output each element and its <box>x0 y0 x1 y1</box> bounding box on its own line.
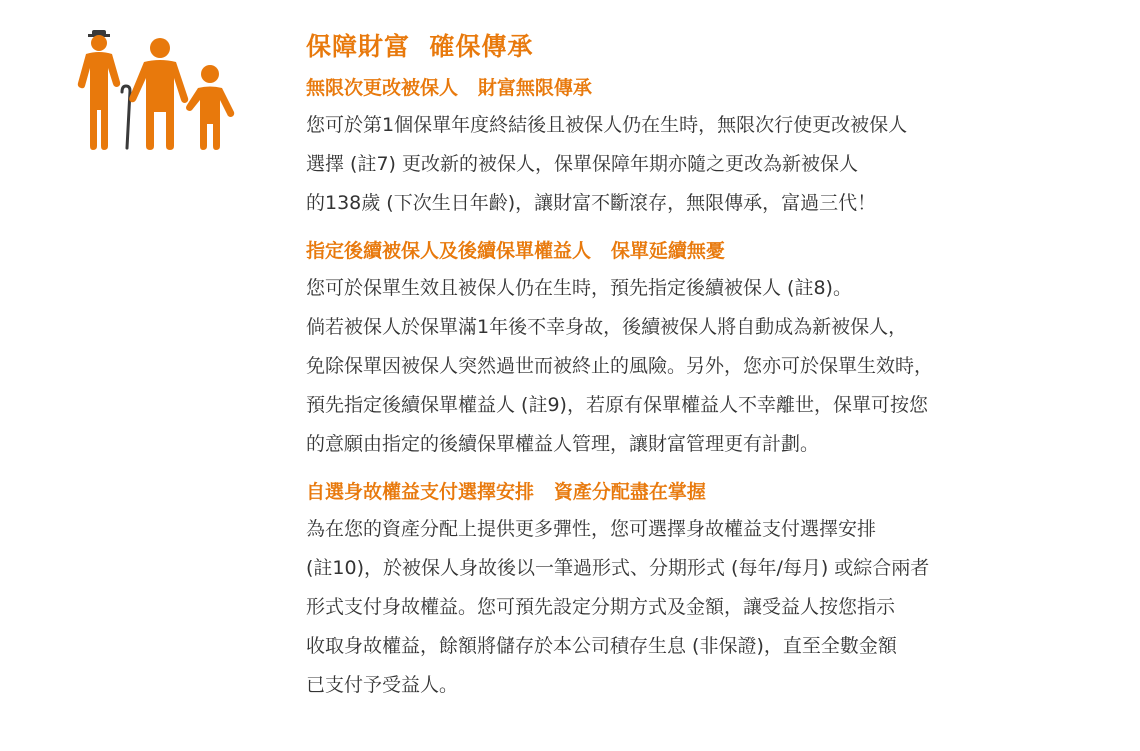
body-line: 形式支付身故權益。您可預先設定分期方式及金額，讓受益人按您指示 <box>306 596 896 618</box>
family-three-generations-icon <box>74 30 238 150</box>
page-title: 保障財富 確保傳承 <box>306 32 534 61</box>
cane-icon <box>122 86 130 148</box>
body-line: 倘若被保人於保單滿1年後不幸身故，後續被保人將自動成為新被保人， <box>306 316 908 338</box>
body-line: (註10)，於被保人身故後以一筆過形式、分期形式 (每年/每月) 或綜合兩者 <box>306 557 930 579</box>
body-line: 免除保單因被保人突然過世而被終止的風險。另外，您亦可於保單生效時， <box>306 355 934 377</box>
body-line: 收取身故權益，餘額將儲存於本公司積存生息 (非保證)，直至全數金額 <box>306 635 897 657</box>
body-line: 預先指定後續保單權益人 (註9)，若原有保單權益人不幸離世，保單可按您 <box>306 394 928 416</box>
section-title: 指定後續被保人及後續保單權益人 保單延續無憂 <box>306 240 725 262</box>
section-2 <box>306 237 1106 464</box>
body-line: 為在您的資產分配上提供更多彈性，您可選擇身故權益支付選擇安排 <box>306 518 877 540</box>
child-figure <box>186 65 234 150</box>
content-column <box>306 28 1106 719</box>
body-line: 的意願由指定的後續保單權益人管理，讓財富管理更有計劃。 <box>306 433 820 455</box>
father-figure <box>129 38 188 150</box>
section-1 <box>306 74 1106 223</box>
body-line: 您可於第1個保單年度終結後且被保人仍在生時，無限次行使更改被保人 <box>306 114 908 136</box>
body-line: 的138歲 (下次生日年齡)，讓財富不斷滾存，無限傳承，富過三代！ <box>306 192 877 214</box>
body-line: 已支付予受益人。 <box>306 674 459 696</box>
body-line: 您可於保單生效且被保人仍在生時，預先指定後續被保人 (註8)。 <box>306 277 852 299</box>
section-title: 無限次更改被保人 財富無限傳承 <box>306 77 592 99</box>
section-3 <box>306 478 1106 705</box>
grandfather-figure <box>78 30 120 150</box>
section-title: 自選身故權益支付選擇安排 資產分配盡在掌握 <box>306 481 706 503</box>
body-line: 選擇 (註7) 更改新的被保人，保單保障年期亦隨之更改為新被保人 <box>306 153 858 175</box>
